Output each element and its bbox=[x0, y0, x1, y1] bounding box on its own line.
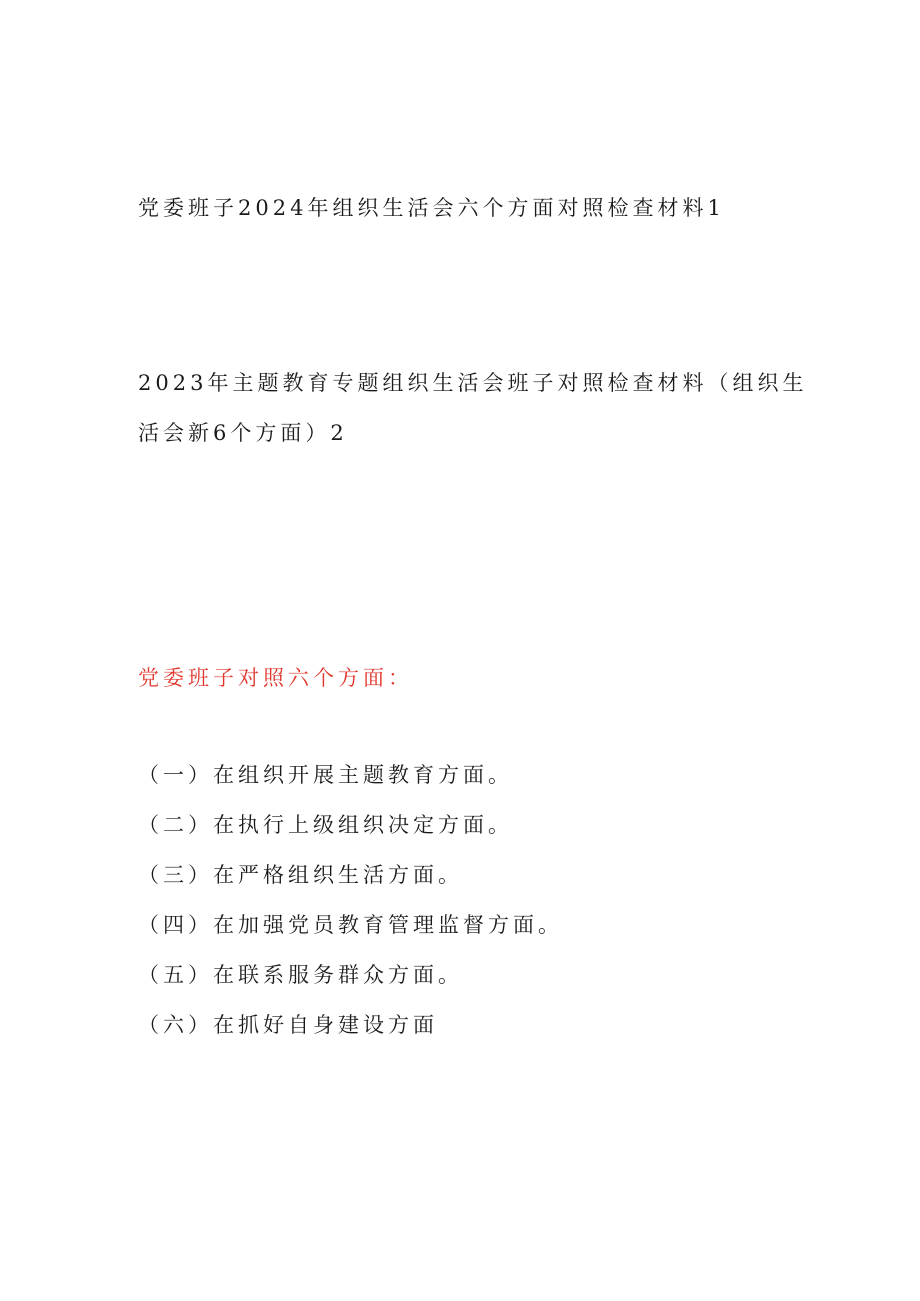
aspect-item-3: （三）在严格组织生活方面。 bbox=[138, 863, 463, 887]
section-heading: 党委班子对照六个方面： bbox=[138, 666, 413, 690]
aspect-item-4: （四）在加强党员教育管理监督方面。 bbox=[138, 913, 563, 937]
aspect-item-5: （五）在联系服务群众方面。 bbox=[138, 963, 463, 987]
aspect-item-6: （六）在抓好自身建设方面 bbox=[138, 1013, 438, 1037]
toc-entry-1[interactable]: 党委班子2024年组织生活会六个方面对照检查材料1 bbox=[138, 196, 725, 220]
aspect-item-1: （一）在组织开展主题教育方面。 bbox=[138, 763, 513, 787]
toc-entry-2-line-2[interactable]: 活会新6个方面）2 bbox=[138, 421, 348, 445]
toc-entry-2-line-1[interactable]: 2023年主题教育专题组织生活会班子对照检查材料（组织生 bbox=[138, 371, 808, 395]
aspect-item-2: （二）在执行上级组织决定方面。 bbox=[138, 813, 513, 837]
